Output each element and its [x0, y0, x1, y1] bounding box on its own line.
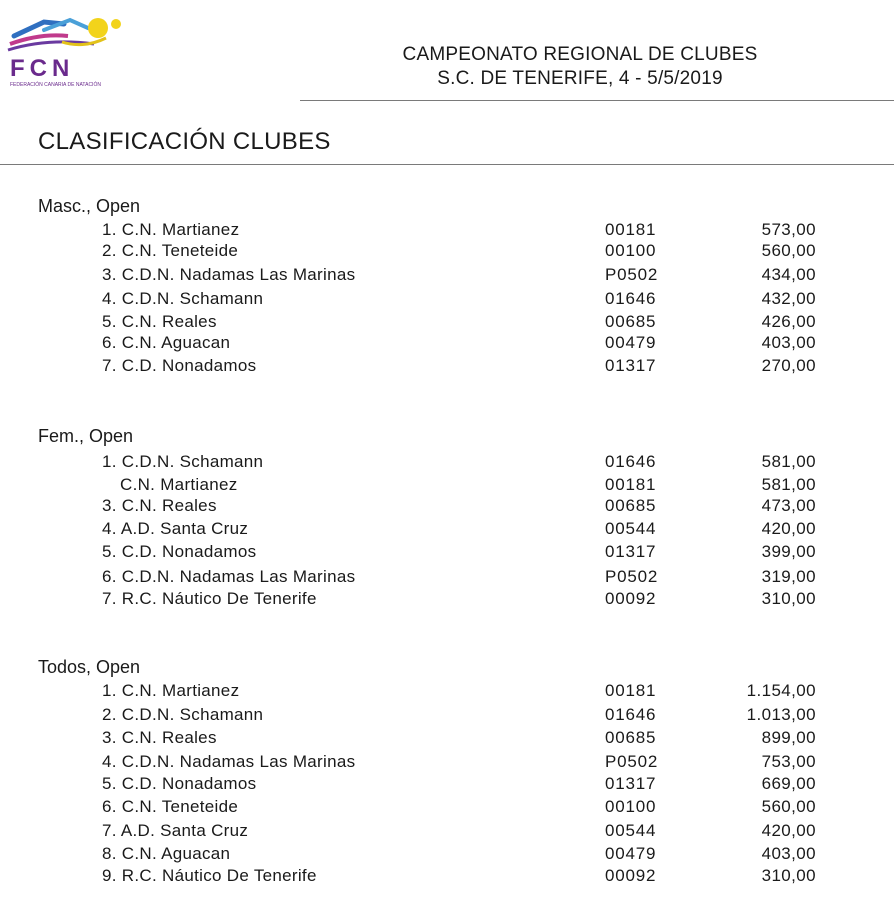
club-code: P0502 [605, 265, 659, 284]
club-points: 426,00 [761, 312, 816, 331]
event-subtitle: S.C. DE TENERIFE, 4 - 5/5/2019 [437, 68, 723, 89]
table-row [0, 680, 894, 703]
club-points: 899,00 [761, 728, 816, 747]
club-name: 4. C.D.N. Schamann [102, 289, 264, 308]
club-name: 7. R.C. Náutico De Tenerife [102, 589, 317, 608]
club-name: 5. C.D. Nonadamos [102, 774, 257, 793]
club-code: 01317 [605, 774, 657, 793]
club-points: 581,00 [761, 452, 816, 471]
club-code: 00181 [605, 475, 657, 494]
club-name: 5. C.N. Reales [102, 312, 217, 331]
club-name: 4. A.D. Santa Cruz [102, 519, 249, 538]
club-code: P0502 [605, 752, 659, 771]
table-row [0, 451, 894, 474]
section-title: Todos, Open [38, 657, 141, 677]
club-code: 01646 [605, 705, 657, 724]
table-row [0, 751, 894, 774]
club-name: 2. C.D.N. Schamann [102, 705, 264, 724]
section-title: Fem., Open [38, 426, 134, 446]
club-code: 01646 [605, 452, 657, 471]
club-code: 00685 [605, 312, 657, 331]
club-points: 473,00 [761, 496, 816, 515]
club-code: 00092 [605, 866, 657, 885]
club-points: 310,00 [761, 866, 816, 885]
club-points: 560,00 [761, 797, 816, 816]
club-points: 1.013,00 [746, 705, 816, 724]
club-points: 581,00 [761, 475, 816, 494]
logo-text: FCN [10, 55, 75, 82]
club-points: 560,00 [761, 241, 816, 260]
club-name: 1. C.D.N. Schamann [102, 452, 264, 471]
table-row [0, 727, 894, 750]
club-points: 434,00 [761, 265, 816, 284]
swimmer-logo-icon [4, 6, 128, 94]
club-code: 00685 [605, 496, 657, 515]
club-code: 01317 [605, 356, 657, 375]
club-points: 753,00 [761, 752, 816, 771]
club-name: 7. A.D. Santa Cruz [102, 821, 249, 840]
club-code: 01317 [605, 542, 657, 561]
fcn-logo [4, 6, 128, 94]
table-row [0, 820, 894, 843]
club-points: 432,00 [761, 289, 816, 308]
club-name: 6. C.N. Teneteide [102, 797, 239, 816]
club-name: 1. C.N. Martianez [102, 220, 240, 239]
club-name: 3. C.N. Reales [102, 496, 217, 515]
club-points: 310,00 [761, 589, 816, 608]
club-name: 7. C.D. Nonadamos [102, 356, 257, 375]
table-row [0, 588, 894, 611]
table-row [0, 773, 894, 796]
table-row [0, 288, 894, 311]
club-name: 4. C.D.N. Nadamas Las Marinas [102, 752, 356, 771]
club-name: 6. C.D.N. Nadamas Las Marinas [102, 567, 356, 586]
club-name: 2. C.N. Teneteide [102, 241, 239, 260]
club-points: 573,00 [761, 220, 816, 239]
table-row [0, 796, 894, 819]
table-row [0, 541, 894, 564]
club-name: 8. C.N. Aguacan [102, 844, 231, 863]
club-points: 319,00 [761, 567, 816, 586]
event-title: CAMPEONATO REGIONAL DE CLUBES [402, 44, 758, 65]
club-code: 00544 [605, 821, 657, 840]
club-name: 6. C.N. Aguacan [102, 333, 231, 352]
club-code: 00479 [605, 333, 657, 352]
club-code: 00181 [605, 681, 657, 700]
page-title: CLASIFICACIÓN CLUBES [38, 128, 331, 155]
table-row [0, 843, 894, 866]
club-points: 403,00 [761, 844, 816, 863]
club-points: 399,00 [761, 542, 816, 561]
club-code: 00092 [605, 589, 657, 608]
club-points: 270,00 [761, 356, 816, 375]
header-divider [300, 100, 894, 101]
table-row [0, 311, 894, 334]
table-row [0, 704, 894, 727]
table-row [0, 518, 894, 541]
section-title: Masc., Open [38, 196, 141, 216]
club-points: 1.154,00 [746, 681, 816, 700]
table-row [0, 264, 894, 287]
club-name: C.N. Martianez [120, 475, 238, 494]
table-row [0, 219, 894, 242]
club-points: 420,00 [761, 519, 816, 538]
club-name: 9. R.C. Náutico De Tenerife [102, 866, 317, 885]
logo-subtext: FEDERACIÓN CANARIA DE NATACIÓN [10, 82, 101, 88]
table-row [0, 240, 894, 263]
club-code: 00685 [605, 728, 657, 747]
table-row [0, 355, 894, 378]
club-points: 669,00 [761, 774, 816, 793]
table-row [0, 566, 894, 589]
club-code: 00181 [605, 220, 657, 239]
table-row [0, 865, 894, 888]
club-points: 403,00 [761, 333, 816, 352]
title-divider [0, 164, 894, 165]
club-name: 5. C.D. Nonadamos [102, 542, 257, 561]
club-name: 3. C.D.N. Nadamas Las Marinas [102, 265, 356, 284]
club-name: 1. C.N. Martianez [102, 681, 240, 700]
club-code: 00544 [605, 519, 657, 538]
table-row [0, 332, 894, 355]
table-row [0, 495, 894, 518]
club-code: 00100 [605, 241, 657, 260]
club-code: P0502 [605, 567, 659, 586]
club-code: 00100 [605, 797, 657, 816]
club-code: 00479 [605, 844, 657, 863]
club-name: 3. C.N. Reales [102, 728, 217, 747]
club-code: 01646 [605, 289, 657, 308]
club-points: 420,00 [761, 821, 816, 840]
table-row [0, 474, 894, 497]
